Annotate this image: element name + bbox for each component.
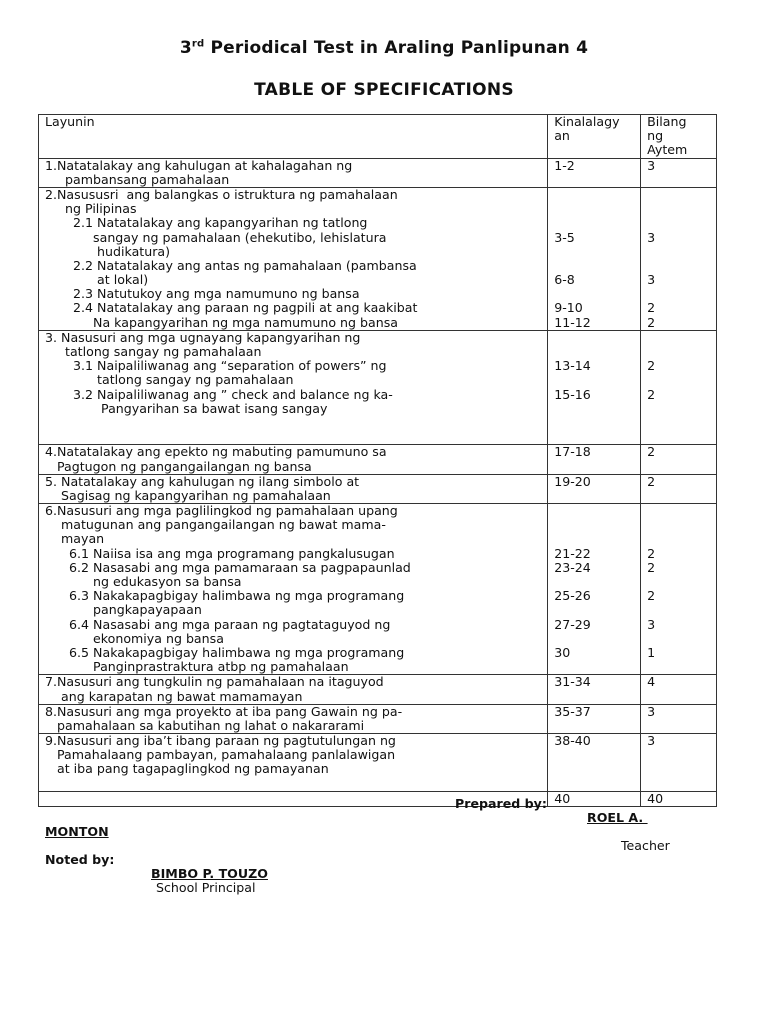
objective-cell-line: Pamahalaang pambayan, pamahalaang panlalawigan (45, 747, 396, 763)
table-header-row (39, 115, 717, 159)
item-count-cell-line (647, 245, 710, 259)
objective-cell-line: 6.3 Nakakapagbigay halimbawa ng mga programang (45, 588, 405, 604)
objective-cell-line: at lokal) (45, 272, 149, 288)
prepared-by-label: Prepared by: (455, 796, 547, 811)
item-count-cell (641, 474, 717, 503)
item-location-cell-line (554, 719, 634, 733)
item-location-cell-line (554, 575, 634, 589)
item-count-cell (641, 504, 717, 675)
item-count-cell-line: 2 (647, 300, 656, 316)
item-location-cell-line: 15-16 (554, 386, 591, 402)
objective-cell (39, 734, 548, 792)
item-count-cell (641, 734, 717, 792)
item-count-cell-line (647, 532, 710, 546)
header-bilang-ng-aytem-line: ng (647, 128, 664, 144)
item-location-cell-line: 11-12 (554, 314, 591, 330)
header-kinalalagyan-line: an (554, 128, 570, 144)
item-location-cell-line: 21-22 (554, 545, 591, 561)
item-location-cell-line: 19-20 (554, 473, 591, 489)
objective-cell-line: Sagisag ng kapangyarihan ng pamahalaan (45, 487, 331, 503)
title-number: 3 (179, 38, 192, 58)
objective-cell-line: 6.Nasusuri ang mga paglilingkod ng pamahalaan upang (45, 503, 398, 519)
item-count-cell-line (647, 188, 710, 202)
item-location-cell-line (554, 632, 634, 646)
item-count-cell-line: 1 (647, 644, 656, 660)
document-title (0, 38, 768, 58)
objective-cell-line: 6.4 Nasasabi ang mga paraan ng pagtataguyod ng (45, 616, 391, 632)
objective-cell-line: ang karapatan ng bawat mamamayan (45, 688, 303, 704)
item-location-cell (548, 704, 641, 733)
table-row (39, 187, 717, 330)
objective-cell-line (45, 416, 541, 430)
item-location-cell (548, 474, 641, 503)
item-count-cell-line (647, 216, 710, 230)
noted-by-label: Noted by: (45, 852, 115, 867)
item-count-cell-line: 40 (647, 790, 664, 806)
objective-cell-line: 2.2 Natatalakay ang antas ng pamahalaan (pambansa (45, 257, 417, 273)
item-location-cell-line (554, 216, 634, 230)
header-layunin (39, 115, 548, 159)
item-location-cell (548, 158, 641, 187)
table-row (39, 474, 717, 503)
item-location-cell-line: 6-8 (554, 272, 575, 288)
item-count-cell-line (647, 777, 710, 791)
table-row (39, 504, 717, 675)
table-row (39, 675, 717, 704)
objective-cell-line: 2.1 Natatalakay ang kapangyarihan ng tatlong (45, 215, 368, 231)
objective-cell-line (45, 777, 541, 791)
header-bilang-ng-aytem-line: Bilang (647, 114, 687, 129)
item-location-cell-line: 31-34 (554, 674, 591, 690)
item-count-cell-line (647, 489, 710, 503)
item-location-cell (548, 675, 641, 704)
item-location-cell (548, 791, 641, 806)
item-count-cell-line (647, 202, 710, 216)
item-count-cell-line: 3 (647, 733, 656, 749)
objective-cell-line: 1.Natatalakay ang kahulugan at kahalagahan ng (45, 157, 353, 173)
item-count-cell-line: 3 (647, 272, 656, 288)
item-count-cell-line (647, 575, 710, 589)
item-location-cell-line (554, 287, 634, 301)
item-location-cell-line (554, 460, 634, 474)
item-count-cell-line (647, 373, 710, 387)
objective-cell-line: 2.4 Natatalakay ang paraan ng pagpili at ang kaakibat (45, 300, 418, 316)
item-count-cell-line: 2 (647, 559, 656, 575)
preparer-role: Teacher (621, 838, 670, 853)
preparer-name-last: MONTON (45, 824, 109, 839)
item-count-cell-line: 3 (647, 616, 656, 632)
item-location-cell-line (554, 173, 634, 187)
objective-cell-line: pamahalaan sa kabutihan ng lahat o nakararami (45, 717, 365, 733)
objective-cell-line: mayan (45, 531, 105, 547)
item-count-cell-line (647, 259, 710, 273)
item-location-cell-line (554, 259, 634, 273)
item-count-cell-line: 2 (647, 386, 656, 402)
item-count-cell-line (647, 173, 710, 187)
item-count-cell-line (647, 632, 710, 646)
item-location-cell-line (554, 777, 634, 791)
item-count-cell-line (647, 762, 710, 776)
item-count-cell-line: 2 (647, 473, 656, 489)
objective-cell (39, 504, 548, 675)
objective-cell-line: 6.5 Nakakapagbigay halimbawa ng mga programang (45, 644, 405, 660)
item-count-cell-line: 2 (647, 444, 656, 460)
header-bilang-ng-aytem (641, 115, 717, 159)
specifications-table (38, 114, 717, 807)
item-count-cell-line (647, 518, 710, 532)
item-count-cell-line: 4 (647, 674, 656, 690)
item-location-cell (548, 445, 641, 474)
item-count-cell (641, 791, 717, 806)
item-location-cell-line (554, 603, 634, 617)
objective-cell-line: 3. Nasusuri ang mga ugnayang kapangyarihan ng (45, 329, 361, 345)
item-location-cell-line (554, 489, 634, 503)
principal-role: School Principal (156, 880, 256, 895)
item-count-cell-line (647, 416, 710, 430)
item-location-cell-line (554, 345, 634, 359)
objective-cell-line: ekonomiya ng bansa (45, 630, 224, 646)
item-location-cell-line: 17-18 (554, 444, 591, 460)
item-location-cell-line: 13-14 (554, 358, 591, 374)
item-location-cell-line: 27-29 (554, 616, 591, 632)
objective-cell (39, 675, 548, 704)
header-layunin-line: Layunin (45, 114, 95, 129)
objective-cell-line: Pangyarihan sa bawat isang sangay (45, 400, 328, 416)
table-row (39, 704, 717, 733)
objective-cell-line: tatlong sangay ng pamahalaan (45, 372, 294, 388)
table-row (39, 330, 717, 445)
item-location-cell-line (554, 188, 634, 202)
item-count-cell-line: 2 (647, 588, 656, 604)
item-location-cell-line (554, 402, 634, 416)
objective-cell-line: matugunan ang pangangailangan ng bawat mama- (45, 517, 386, 533)
item-count-cell-line (647, 660, 710, 674)
header-bilang-ng-aytem-line: Aytem (647, 142, 688, 158)
principal-name: BIMBO P. TOUZO (151, 866, 268, 881)
item-location-cell-line (554, 518, 634, 532)
item-count-cell-line (647, 719, 710, 733)
item-location-cell-line: 38-40 (554, 733, 591, 749)
item-count-cell (641, 704, 717, 733)
item-location-cell-line: 40 (554, 790, 571, 806)
item-location-cell-line (554, 762, 634, 776)
item-location-cell-line (554, 690, 634, 704)
item-count-cell-line (647, 402, 710, 416)
item-count-cell-line (647, 345, 710, 359)
objective-cell-line: pambansang pamahalaan (45, 171, 230, 187)
item-count-cell-line (647, 690, 710, 704)
objective-cell-line: sangay ng pamahalaan (ehekutibo, lehislatura (45, 229, 387, 245)
item-location-cell-line: 23-24 (554, 559, 591, 575)
item-count-cell (641, 330, 717, 445)
item-count-cell-line (647, 430, 710, 444)
objective-cell-line: 6.1 Naiisa isa ang mga programang pangkalusugan (45, 545, 395, 561)
item-count-cell-line: 2 (647, 314, 656, 330)
item-location-cell-line (554, 532, 634, 546)
objective-cell-line (45, 430, 541, 444)
objective-cell-line: 6.2 Nasasabi ang mga pamamaraan sa pagpapaunlad (45, 559, 411, 575)
item-location-cell (548, 504, 641, 675)
item-location-cell (548, 734, 641, 792)
item-count-cell-line (647, 331, 710, 345)
item-location-cell-line: 1-2 (554, 157, 575, 173)
item-count-cell-line: 2 (647, 545, 656, 561)
item-location-cell-line: 30 (554, 644, 571, 660)
item-count-cell-line (647, 603, 710, 617)
objective-cell-line: 3.1 Naipaliliwanag ang “separation of powers” ng (45, 358, 387, 374)
item-count-cell (641, 187, 717, 330)
item-location-cell-line (554, 416, 634, 430)
title-text: Periodical Test in Araling Panlipunan 4 (204, 38, 589, 58)
objective-cell (39, 704, 548, 733)
table-row (39, 445, 717, 474)
title-ordinal-suffix: rd (191, 38, 205, 50)
item-count-cell-line (647, 504, 710, 518)
objective-cell-line: 3.2 Naipaliliwanag ang ” check and balance ng ka- (45, 386, 393, 402)
item-location-cell-line: 25-26 (554, 588, 591, 604)
objective-cell-line: pangkapayapaan (45, 602, 202, 618)
objective-cell-line: Pagtugon ng pangangailangan ng bansa (45, 458, 312, 474)
item-location-cell (548, 330, 641, 445)
document-subtitle: TABLE OF SPECIFICATIONS (254, 80, 514, 100)
objective-cell-line: Na kapangyarihan ng mga namumuno ng bansa (45, 314, 398, 330)
objective-cell-line: Panginprastraktura atbp ng pamahalaan (45, 659, 349, 675)
objective-cell-line: 7.Nasusuri ang tungkulin ng pamahalaan na itaguyod (45, 674, 384, 690)
table-row (39, 791, 717, 806)
item-location-cell-line: 9-10 (554, 300, 583, 316)
item-location-cell-line (554, 373, 634, 387)
objective-cell-line: 8.Nasusuri ang mga proyekto at iba pang Gawain ng pa- (45, 703, 403, 719)
objective-cell-line: ng Pilipinas (45, 201, 137, 217)
objective-cell (39, 445, 548, 474)
item-location-cell-line (554, 331, 634, 345)
item-location-cell-line (554, 430, 634, 444)
item-count-cell (641, 675, 717, 704)
item-count-cell-line: 3 (647, 229, 656, 245)
objective-cell-line: 2.Nasususri ang balangkas o istruktura ng pamahalaan (45, 186, 398, 202)
objective-cell (39, 474, 548, 503)
objective-cell-line: 4.Natatalakay ang epekto ng mabuting pamumuno sa (45, 444, 387, 460)
item-location-cell-line (554, 748, 634, 762)
objective-cell (39, 187, 548, 330)
item-count-cell (641, 158, 717, 187)
objective-cell (39, 330, 548, 445)
item-count-cell-line: 2 (647, 358, 656, 374)
objective-cell-line: 9.Nasusuri ang iba’t ibang paraan ng pagtutulungan ng (45, 733, 396, 749)
objective-cell (39, 158, 548, 187)
objective-cell-line: hudikatura) (45, 243, 171, 259)
objective-cell-line: tatlong sangay ng pamahalaan (45, 344, 262, 359)
item-count-cell-line (647, 748, 710, 762)
item-count-cell-line: 3 (647, 157, 656, 173)
objective-cell-line: 2.3 Natutukoy ang mga namumuno ng bansa (45, 286, 360, 302)
objective-cell-line: ng edukasyon sa bansa (45, 574, 242, 589)
item-count-cell-line: 3 (647, 703, 656, 719)
table-row (39, 734, 717, 792)
item-location-cell-line: 3-5 (554, 229, 575, 245)
item-location-cell-line (554, 202, 634, 216)
item-count-cell (641, 445, 717, 474)
item-count-cell-line (647, 287, 710, 301)
preparer-name-first: ROEL A. (587, 810, 648, 825)
item-location-cell-line (554, 504, 634, 518)
item-location-cell-line (554, 660, 634, 674)
header-kinalalagyan-line: Kinalalagy (554, 114, 620, 129)
item-location-cell-line: 35-37 (554, 703, 591, 719)
item-location-cell (548, 187, 641, 330)
header-kinalalagyan (548, 115, 641, 159)
objective-cell-line: 5. Natatalakay ang kahulugan ng ilang simbolo at (45, 473, 360, 489)
objective-cell-line: at iba pang tagapaglingkod ng pamayanan (45, 761, 329, 777)
item-count-cell-line (647, 460, 710, 474)
item-location-cell-line (554, 245, 634, 259)
table-row (39, 158, 717, 187)
